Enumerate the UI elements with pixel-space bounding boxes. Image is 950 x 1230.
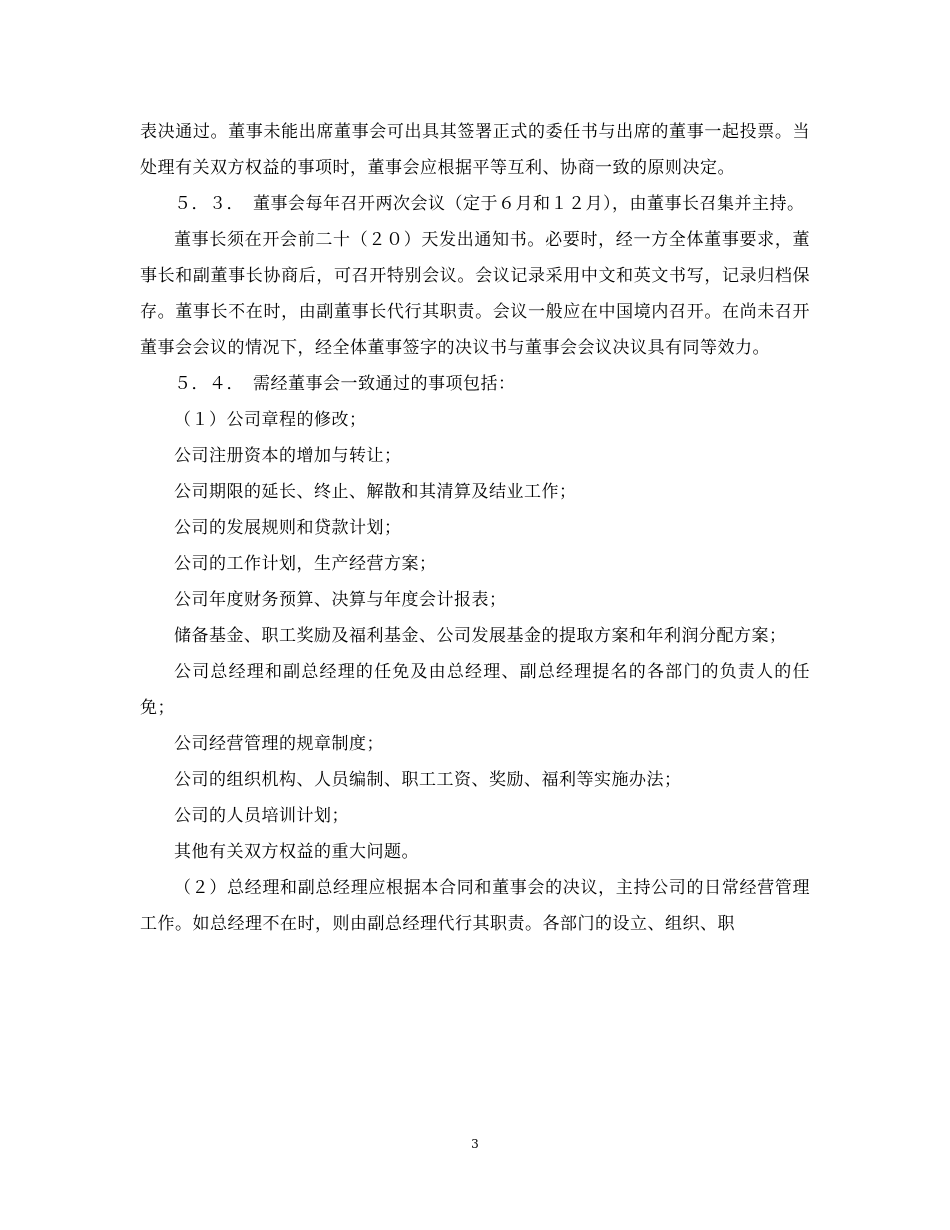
paragraph: 公司经营管理的规章制度； <box>174 734 384 754</box>
paragraph: 公司的发展规则和贷款计划； <box>174 518 402 538</box>
page-number: 3 <box>471 1137 479 1151</box>
paragraph: 储备基金、职工奖励及福利基金、公司发展基金的提取方案和年利润分配方案； <box>174 626 787 646</box>
paragraph: ５．３． 董事会每年召开两次会议（定于６月和１２月），由董事长召集并主持。 <box>174 194 805 214</box>
paragraph: 公司的人员培训计划； <box>174 806 349 826</box>
paragraph: 公司的工作计划，生产经营方案； <box>174 554 437 574</box>
paragraph: 公司总经理和副总经理的任免及由总经理、副总经理提名的各部门的负责人的任免； <box>140 662 810 718</box>
paragraph: 其他有关双方权益的重大问题。 <box>174 842 419 862</box>
paragraph: 公司注册资本的增加与转让； <box>174 446 402 466</box>
paragraph: 表决通过。董事未能出席董事会可出具其签署正式的委任书与出席的董事一起投票。当处理有关双方权益的事项时，董事会应根据平等互利、协商一致的原则决定。 <box>140 122 810 178</box>
paragraph: （２）总经理和副总经理应根据本合同和董事会的决议，主持公司的日常经营管理工作。如总经理不在时，则由副总经理代行其职责。各部门的设立、组织、职 <box>140 878 810 934</box>
paragraph: （１）公司章程的修改； <box>174 410 367 430</box>
paragraph: 董事长须在开会前二十（２０）天发出通知书。必要时，经一方全体董事要求，董事长和副董事长协商后，可召开特别会议。会议记录采用中文和英文书写，记录归档保存。董事长不在时，由副董事长代行其职责。会议一般应在中国境内召开。在尚未召开董事会会议的情况下，经全体董事签字的决议书与董事会会议决议具有同等效力。 <box>140 230 810 358</box>
paragraph: 公司的组织机构、人员编制、职工工资、奖励、福利等实施办法； <box>174 770 682 790</box>
paragraph: 公司期限的延长、终止、解散和其清算及结业工作； <box>174 482 577 502</box>
document-body <box>140 114 810 942</box>
paragraph: ５．４． 需经董事会一致通过的事项包括： <box>174 374 516 394</box>
paragraph: 公司年度财务预算、决算与年度会计报表； <box>174 590 507 610</box>
